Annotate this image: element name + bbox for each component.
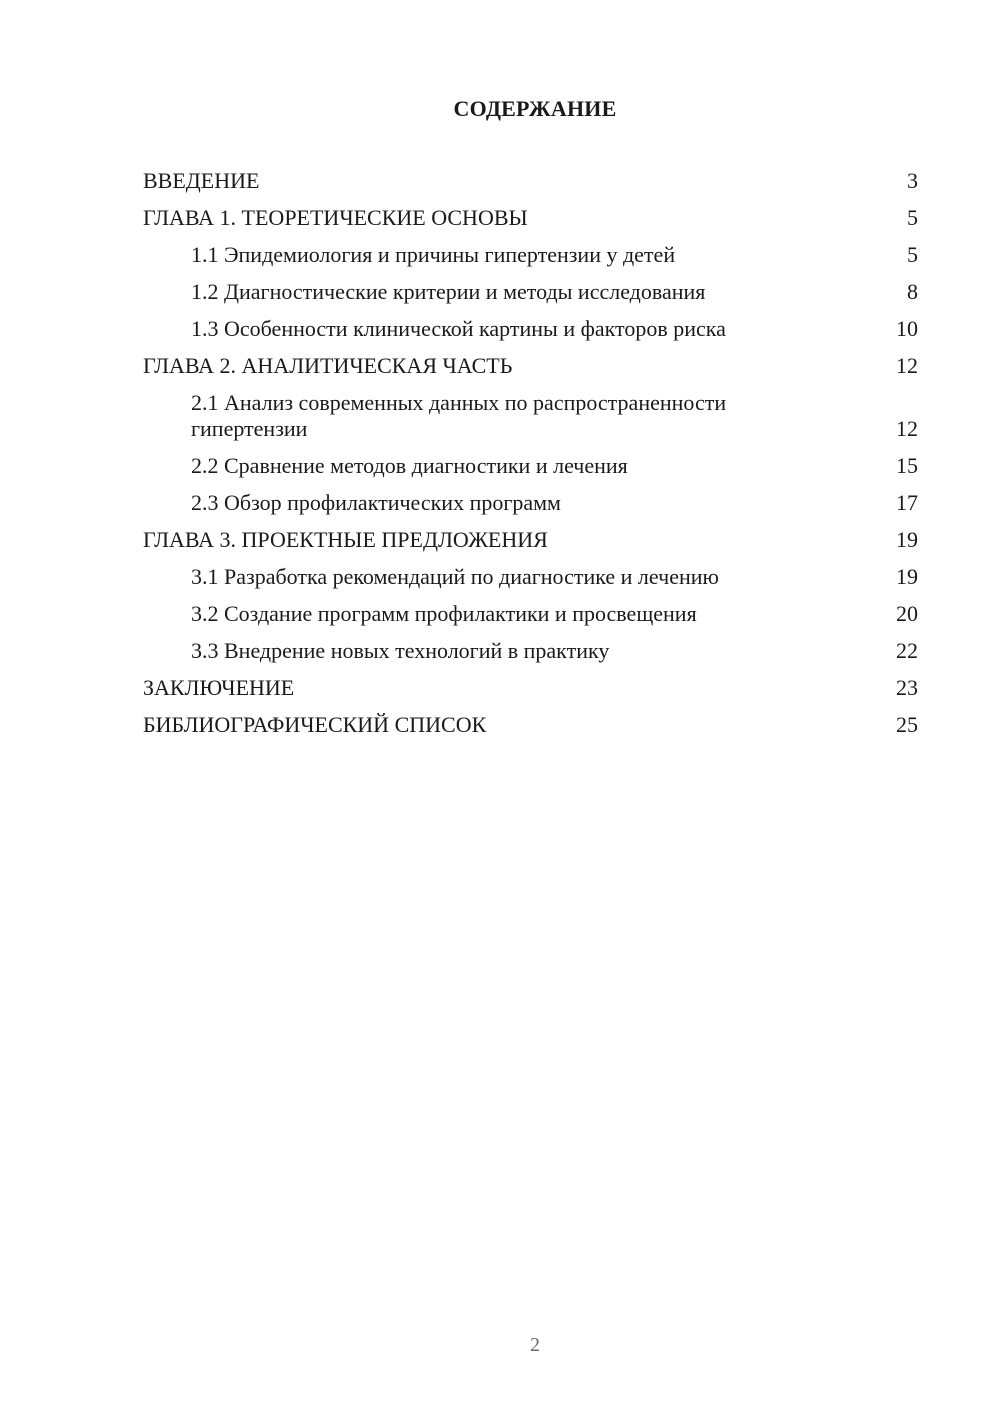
toc-entry-chapter-1[interactable]: [143, 205, 918, 231]
page-number: 2: [530, 1334, 540, 1356]
toc-entry-text: 2.3 Обзор профилактических программ: [191, 490, 561, 515]
toc-entry-page: 23: [896, 675, 918, 700]
toc-entry-text: ГЛАВА 1. ТЕОРЕТИЧЕСКИЕ ОСНОВЫ: [143, 205, 528, 230]
toc-entry-conclusion[interactable]: [143, 675, 918, 701]
toc-entry-page: 22: [896, 638, 918, 663]
toc-entry-text: ВВЕДЕНИЕ: [143, 168, 260, 193]
toc-entry-section-2-3[interactable]: [143, 490, 918, 516]
toc-entry-section-1-3[interactable]: [143, 316, 918, 342]
toc-entry-section-3-3[interactable]: [143, 638, 918, 664]
toc-entry-section-3-2[interactable]: [143, 601, 918, 627]
toc-entry-page: 25: [896, 712, 918, 737]
toc-entry-text: 1.1 Эпидемиология и причины гипертензии у детей: [191, 242, 676, 267]
toc-entry-page: 12: [896, 353, 918, 378]
toc-entry-section-2-2[interactable]: [143, 453, 918, 479]
toc-entry-text: ЗАКЛЮЧЕНИЕ: [143, 675, 295, 700]
toc-entry-page: 20: [896, 601, 918, 626]
toc-entry-page: 5: [907, 205, 918, 230]
table-of-contents: [143, 168, 918, 749]
toc-entry-text: 2.2 Сравнение методов диагностики и лечения: [191, 453, 628, 478]
toc-entry-page: 3: [907, 168, 918, 193]
toc-entry-section-1-1[interactable]: [143, 242, 918, 268]
toc-title: СОДЕРЖАНИЕ: [453, 96, 617, 121]
toc-entry-section-1-2[interactable]: [143, 279, 918, 305]
toc-entry-introduction[interactable]: [143, 168, 918, 194]
toc-entry-text: 2.1 Анализ современных данных по распространенности гипертензии: [191, 390, 727, 441]
toc-entry-section-3-1[interactable]: [143, 564, 918, 590]
toc-entry-text: 3.1 Разработка рекомендаций по диагностике и лечению: [191, 564, 719, 589]
toc-entry-page: 10: [896, 316, 918, 341]
toc-entry-page: 19: [896, 564, 918, 589]
toc-entry-text: 3.3 Внедрение новых технологий в практику: [191, 638, 610, 663]
toc-entry-chapter-3[interactable]: [143, 527, 918, 553]
toc-entry-text: 3.2 Создание программ профилактики и просвещения: [191, 601, 697, 626]
toc-entry-page: 19: [896, 527, 918, 552]
toc-entry-page: 5: [907, 242, 918, 267]
toc-entry-chapter-2[interactable]: [143, 353, 918, 379]
toc-entry-text: 1.3 Особенности клинической картины и факторов риска: [191, 316, 726, 341]
toc-entry-text: 1.2 Диагностические критерии и методы исследования: [191, 279, 706, 304]
toc-entry-page: 17: [896, 490, 918, 515]
toc-entry-text: ГЛАВА 2. АНАЛИТИЧЕСКАЯ ЧАСТЬ: [143, 353, 513, 378]
toc-entry-section-2-1[interactable]: [143, 390, 918, 442]
toc-entry-page: 12: [896, 416, 918, 441]
toc-entry-page: 8: [907, 279, 918, 304]
toc-entry-page: 15: [896, 453, 918, 478]
toc-entry-text: БИБЛИОГРАФИЧЕСКИЙ СПИСОК: [143, 712, 487, 737]
toc-entry-text: ГЛАВА 3. ПРОЕКТНЫЕ ПРЕДЛОЖЕНИЯ: [143, 527, 548, 552]
toc-entry-bibliography[interactable]: [143, 712, 918, 738]
